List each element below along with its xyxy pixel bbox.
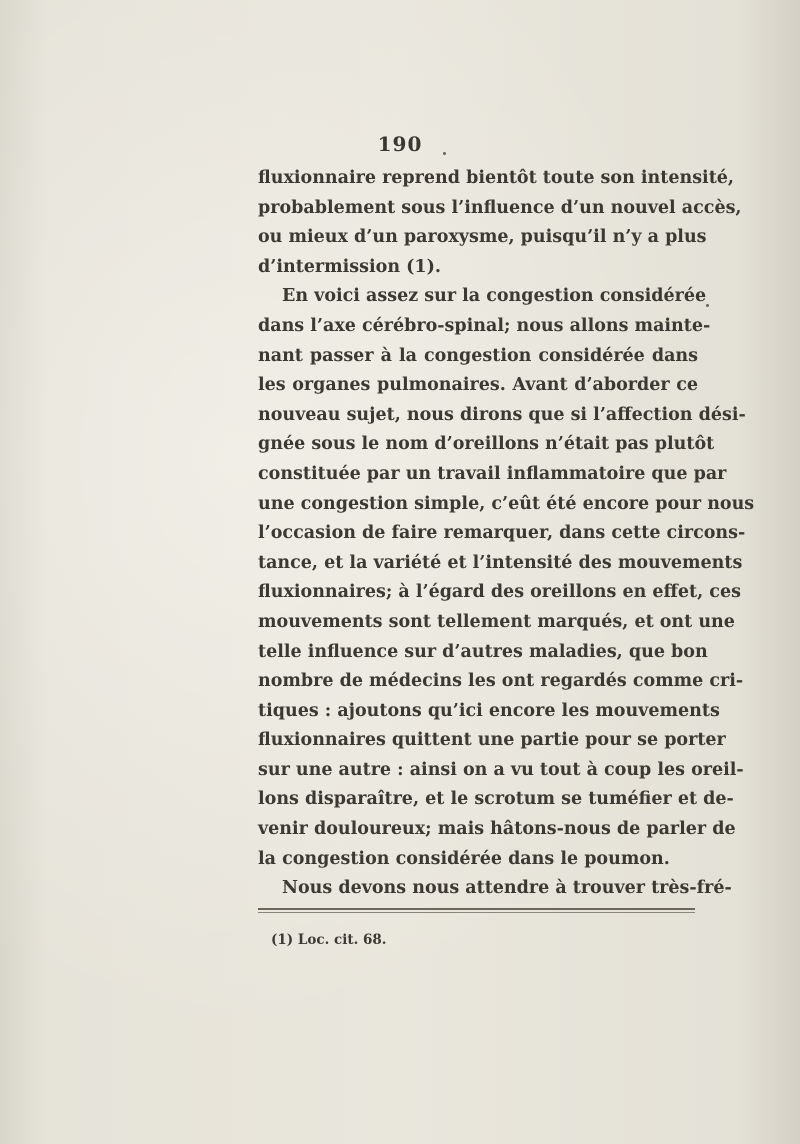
text-line: nombre de médecins les ont regardés comme cri-: [258, 671, 744, 692]
page-number: 190: [377, 132, 423, 156]
text-line: d’intermission (1).: [258, 256, 441, 277]
text-line: sur une autre : ainsi on a vu tout à coup les oreil-: [258, 759, 744, 780]
text-line: ou mieux d’un paroxysme, puisqu’il n’y a plus: [258, 227, 707, 248]
text-line: l’occasion de faire remarquer, dans cette circons-: [258, 523, 746, 544]
text-line: gnée sous le nom d’oreillons n’était pas plutôt: [258, 434, 715, 455]
text-line: venir douloureux; mais hâtons-nous de parler de: [258, 819, 736, 840]
text-line: fluxionnaires quittent une partie pour se porter: [258, 730, 726, 751]
text-line: une congestion simple, c’eût été encore pour nous: [258, 493, 755, 514]
text-line: telle influence sur d’autres maladies, que bon: [258, 641, 708, 662]
footnote-divider: [258, 908, 695, 910]
text-line: nant passer à la congestion considérée dans: [258, 345, 698, 366]
text-line: Nous devons nous attendre à trouver très-fré-: [282, 878, 732, 899]
text-line: En voici assez sur la congestion considérée: [282, 286, 707, 307]
text-line: lons disparaître, et le scrotum se tuméfier et de-: [258, 789, 734, 810]
text-line: dans l’axe cérébro-spinal; nous allons mainte-: [258, 315, 711, 336]
margin-speck: [443, 152, 446, 155]
text-line: mouvements sont tellement marqués, et ont une: [258, 611, 735, 632]
text-line: la congestion considérée dans le poumon.: [258, 848, 670, 869]
footnote-divider-thin: [258, 912, 695, 913]
body-text: [258, 164, 755, 904]
text-line: tance, et la variété et l’intensité des mouvements: [258, 552, 743, 573]
text-line: tiques : ajoutons qu’ici encore les mouvements: [258, 700, 720, 721]
text-line: probablement sous l’influence d’un nouvel accès,: [258, 197, 742, 218]
footnote: (1) Loc. cit. 68.: [271, 932, 387, 948]
text-line: les organes pulmonaires. Avant d’aborder ce: [258, 375, 698, 396]
text-line: fluxionnaire reprend bientôt toute son intensité,: [258, 168, 735, 188]
text-line: nouveau sujet, nous dirons que si l’affection dési-: [258, 404, 746, 425]
text-line: fluxionnaires; à l’égard des oreillons en effet, ces: [258, 582, 741, 603]
text-line: constituée par un travail inflammatoire que par: [258, 463, 727, 484]
margin-speck: [706, 304, 709, 307]
